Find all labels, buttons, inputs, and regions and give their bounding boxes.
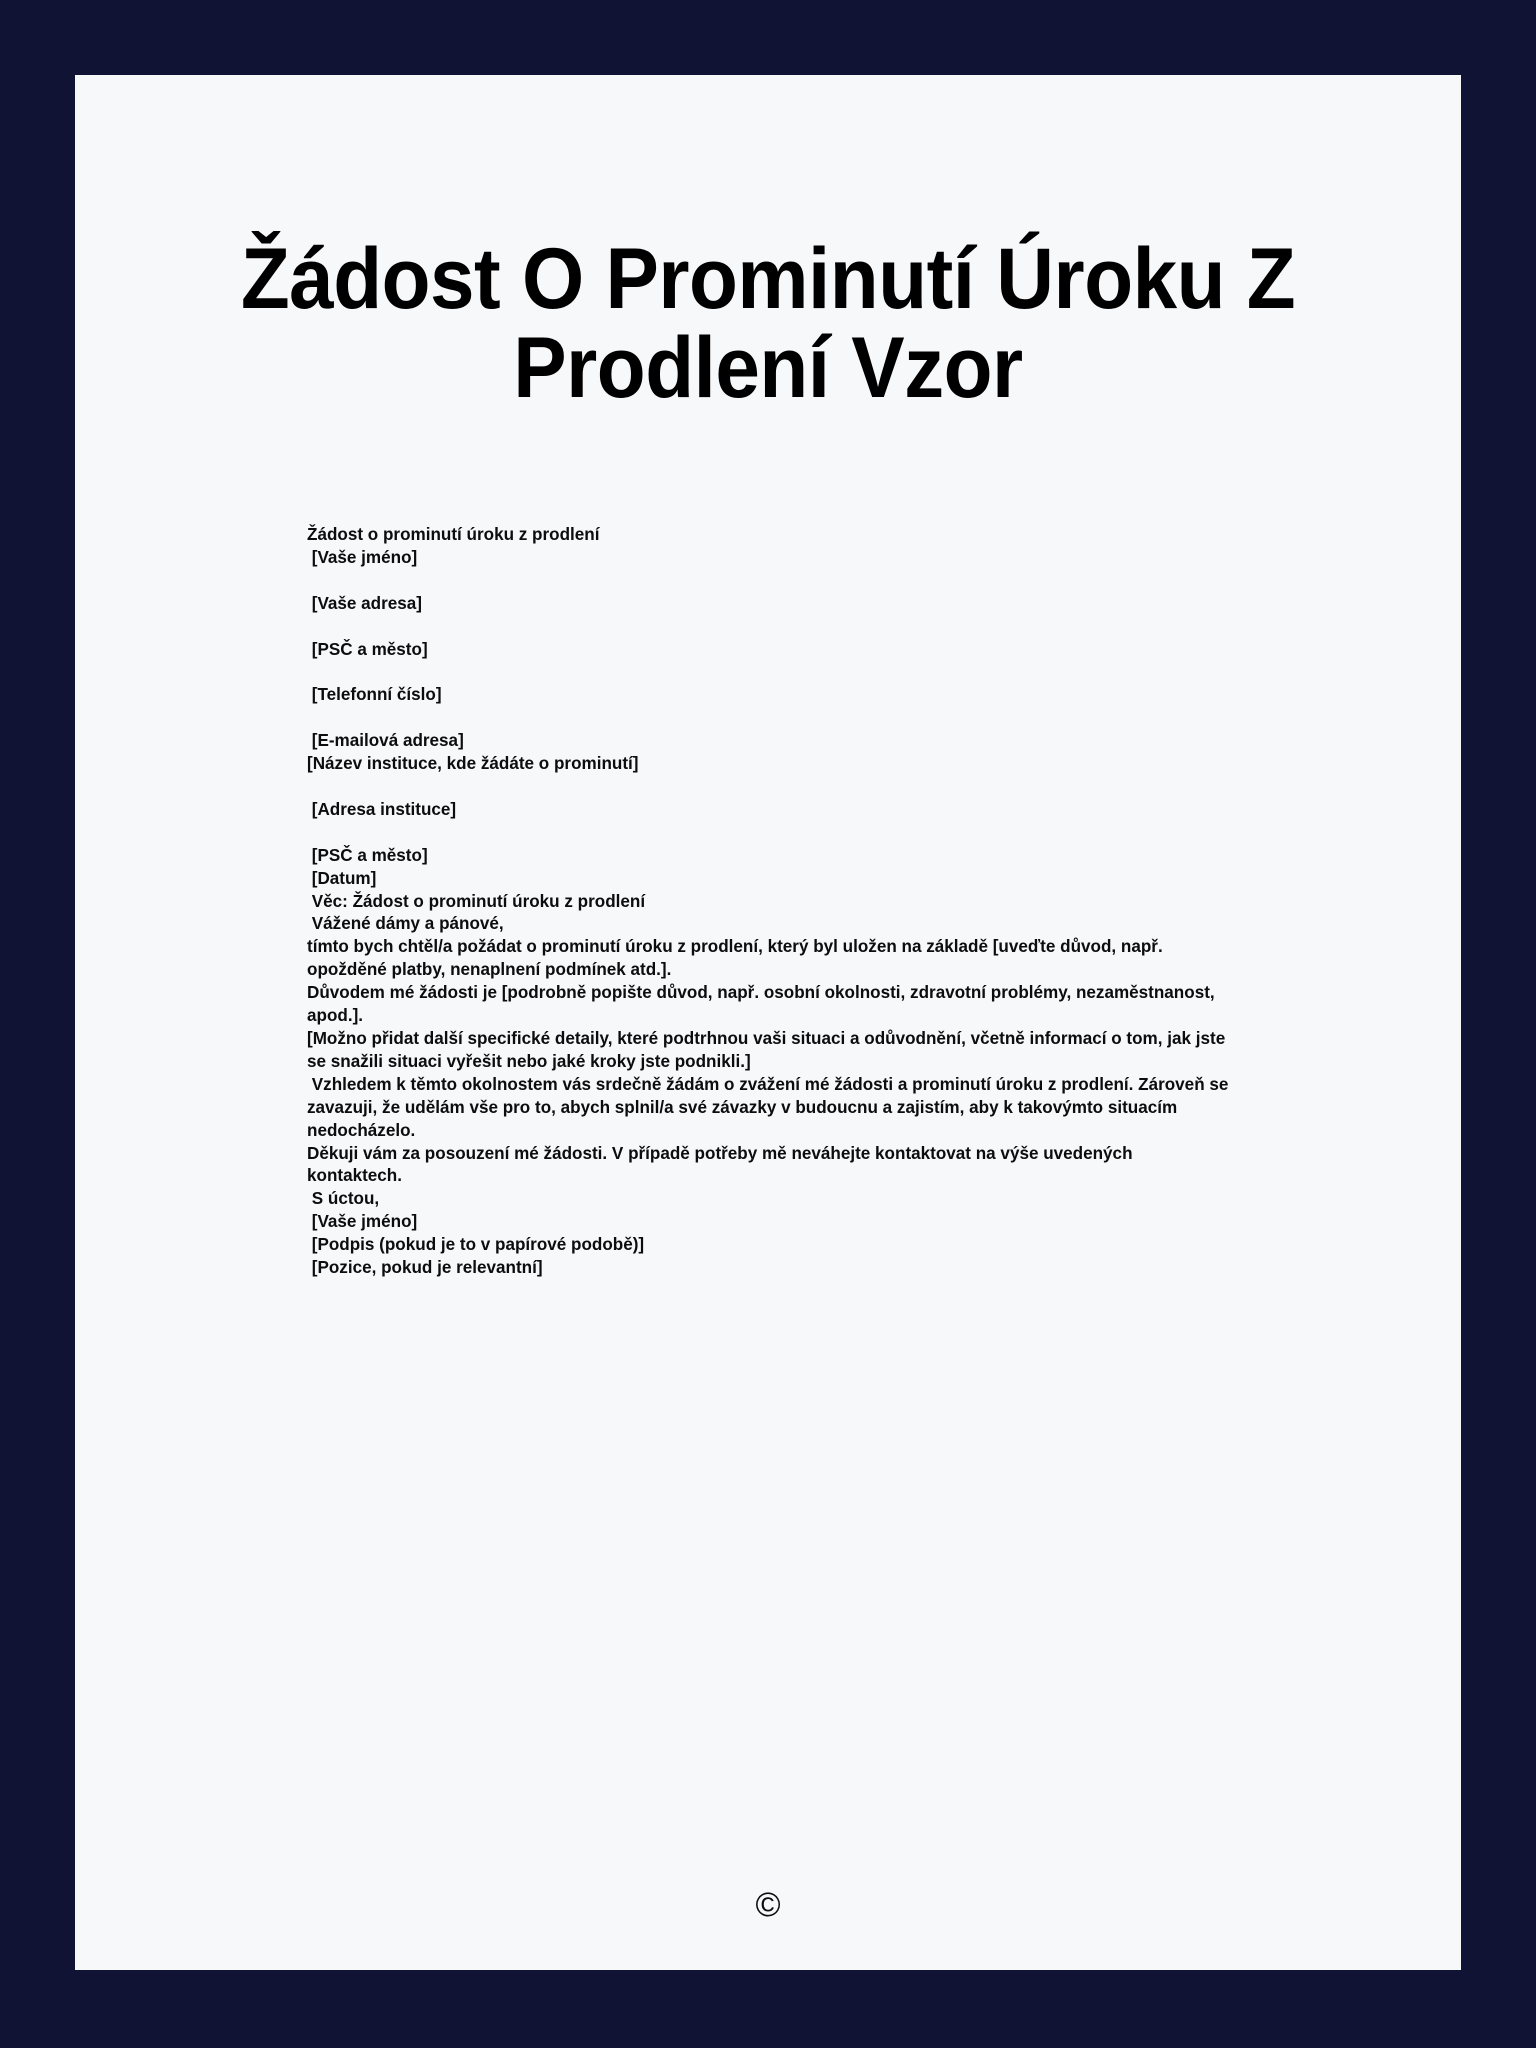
subject-line: Věc: Žádost o prominutí úroku z prodlení	[307, 891, 646, 911]
sender-postcode-city: [PSČ a město]	[307, 639, 428, 659]
closing-line: S úctou,	[307, 1189, 380, 1209]
signature-line: [Podpis (pokud je to v papírové podobě)]	[307, 1235, 645, 1255]
sender-phone: [Telefonní číslo]	[307, 685, 442, 705]
body-paragraph-1: tímto bych chtěl/a požádat o prominutí úroku z prodlení, který byl uložen na základě [uveďte důvod, např. opožděné platby, nenaplnení podmínek atd.].	[307, 937, 1168, 980]
date-line: [Datum]	[307, 868, 377, 888]
sender-email: [E-mailová adresa]	[307, 731, 464, 751]
recipient-postcode-city: [PSČ a město]	[307, 845, 428, 865]
signature-name: [Vaše jméno]	[307, 1212, 418, 1232]
recipient-address: [Adresa instituce]	[307, 799, 457, 819]
document-body	[75, 412, 1461, 1280]
signature-position: [Pozice, pokud je relevantní]	[307, 1258, 543, 1278]
document-heading: Žádost o prominutí úroku z prodlení	[307, 525, 600, 545]
body-paragraph-5: Děkuji vám za posouzení mé žádosti. V případě potřeby mě neváhejte kontaktovat na výše uvedených kontaktech.	[307, 1143, 1138, 1186]
copyright-icon: ©	[755, 1886, 781, 1924]
document-sheet	[75, 75, 1461, 1970]
sender-address: [Vaše adresa]	[307, 593, 422, 613]
page-title: Žádost O Prominutí Úroku Z Prodlení Vzor	[240, 231, 1296, 416]
body-paragraph-4: Vzhledem k těmto okolnostem vás srdečně žádám o zvážení mé žádosti a prominutí úroku z prodlení. Zároveň se zavazuji, že udělám vše pro to, abych splnil/a své závazky v budoucnu a zajistím, aby k takovýmto situacím nedocházelo.	[307, 1074, 1234, 1140]
body-paragraph-2: Důvodem mé žádosti je [podrobně popište důvod, např. osobní okolnosti, zdravotní problémy, nezaměstnanost, apod.].	[307, 983, 1220, 1026]
sender-name: [Vaše jméno]	[307, 548, 418, 568]
recipient-institution: [Název instituce, kde žádáte o prominutí]	[307, 754, 639, 774]
salutation: Vážené dámy a pánové,	[307, 914, 504, 934]
body-paragraph-3: [Možno přidat další specifické detaily, které podtrhnou vaši situaci a odůvodnění, včetně informací o tom, jak jste se snažili situaci vyřešit nebo jaké kroky jste podnikli.]	[307, 1029, 1230, 1071]
